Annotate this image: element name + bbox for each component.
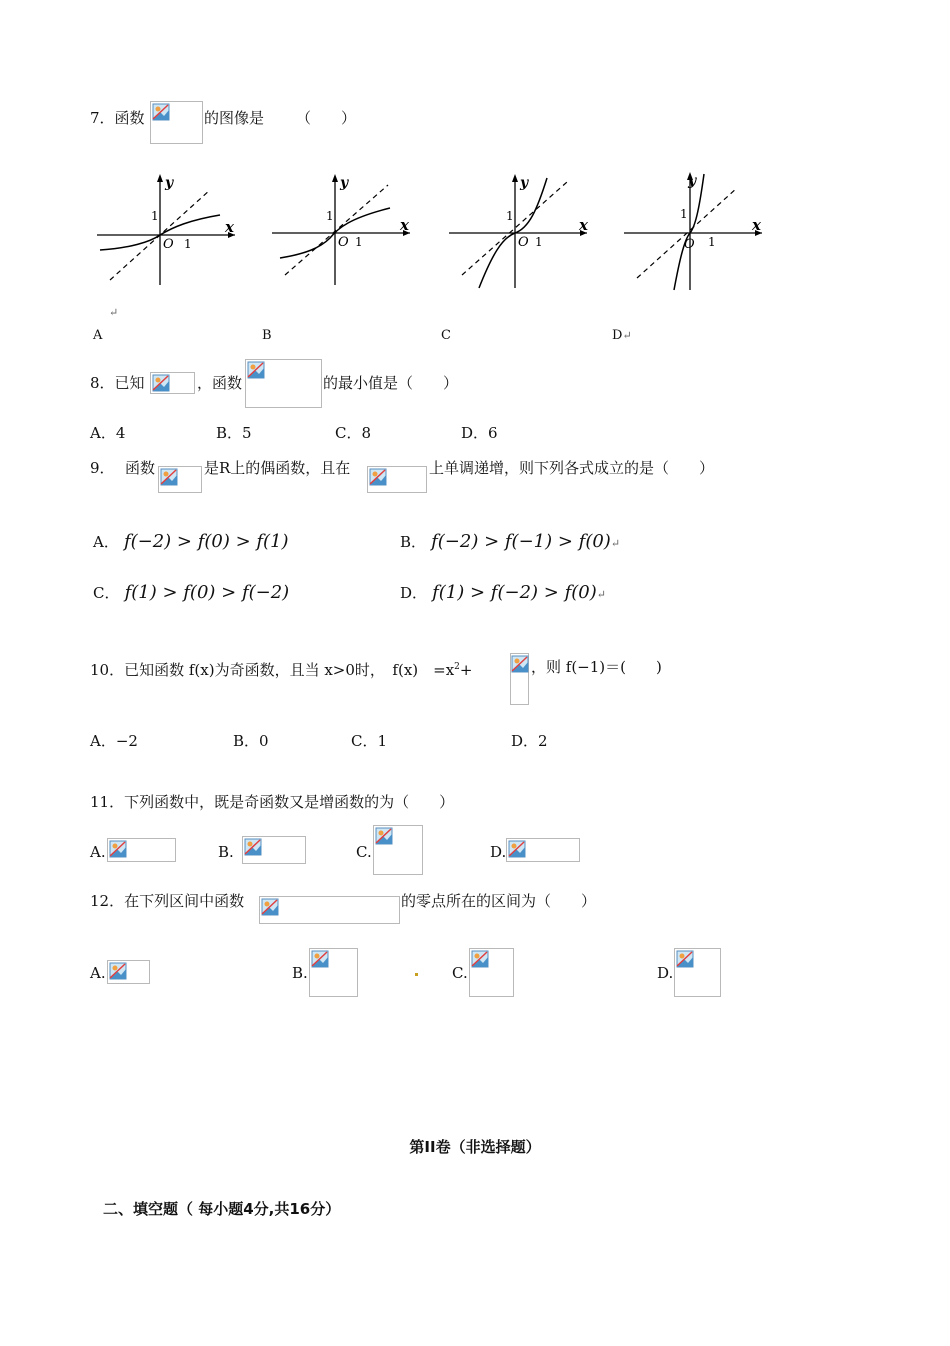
section-2-title: 第II卷（非选择题） — [409, 1138, 541, 1156]
q12-option-d-label: D. — [657, 964, 674, 982]
q10-option-c-label: C． — [351, 732, 378, 750]
q8-option-b — [216, 423, 252, 443]
q10-sup: 2 — [454, 662, 460, 672]
broken-image-icon — [470, 949, 490, 969]
q12-after-wrap — [401, 891, 596, 911]
q11-option-c-image — [373, 825, 423, 875]
q7-label-d-wrap — [612, 328, 632, 343]
q8-option-c-label: C． — [335, 424, 362, 442]
q7-b-x-label: x — [400, 216, 409, 234]
q10-plus: + — [459, 661, 473, 679]
q7-c-tick-y: 1 — [506, 209, 514, 223]
q9-option-d-label: D． — [400, 584, 428, 602]
q10-option-d-value: 2 — [538, 732, 548, 750]
q8-func-wrap — [197, 373, 242, 393]
q8-func: ，函数 — [197, 374, 243, 392]
q8-option-c-value: 8 — [361, 424, 372, 442]
q12-after: 的零点所在的区间为（ ） — [401, 892, 597, 910]
q9-mid: 是R上的偶函数，且在 — [204, 459, 351, 477]
q11-option-a-label: A. — [90, 843, 106, 861]
q9-mid-wrap — [204, 458, 350, 478]
q9-option-a-expr: f(−2) > f(0) > f(1) — [123, 531, 289, 552]
q7-d-tick-x: 1 — [708, 235, 716, 249]
q9-option-b-mark: ↵ — [610, 537, 621, 550]
q7-c-x-label: x — [579, 216, 588, 234]
q9-after-wrap — [429, 458, 714, 478]
q11-option-b-label: B. — [218, 843, 234, 861]
q9-interval-image — [367, 466, 427, 493]
q12-text-before: 在下列区间中函数 — [124, 892, 245, 910]
q12-function-image — [259, 896, 400, 924]
q9-option-b-label: B． — [400, 533, 427, 551]
q10-after-wrap — [531, 657, 662, 677]
q8-option-a — [90, 423, 125, 443]
q7-graph-b — [270, 170, 420, 290]
q8-after-wrap — [323, 373, 458, 393]
q8-number: 8． — [90, 374, 115, 392]
q11-option-c-label: C. — [356, 843, 372, 861]
q9-option-a — [93, 531, 289, 552]
q7-graph-c — [447, 170, 597, 295]
q8-option-d-label: D． — [461, 424, 489, 442]
q9-option-d-mark: ↵ — [596, 588, 606, 601]
broken-image-icon — [108, 839, 128, 859]
q10-option-d-label: D． — [511, 732, 539, 750]
q9-number-wrap — [90, 458, 115, 478]
q7-b-origin: O — [338, 235, 349, 250]
q10-option-a-label: A． — [90, 732, 116, 750]
q8-line — [90, 373, 145, 393]
q10-text-before: 已知函数 f(x)为奇函数，且当 x>0时， f(x) =x — [124, 661, 455, 679]
broken-image-icon — [374, 826, 394, 846]
q9-option-a-label: A． — [93, 533, 119, 551]
q11-number: 11． — [90, 793, 125, 811]
q7-graph-a — [95, 170, 245, 290]
q9-func: 函数 — [125, 459, 156, 477]
q7-b-tick-x: 1 — [355, 235, 363, 249]
q7-a-tick-y: 1 — [151, 209, 159, 223]
broken-image-icon — [675, 949, 695, 969]
q7-a-origin: O — [163, 237, 174, 252]
q8-after: 的最小值是（ ） — [323, 374, 459, 392]
q7-return-mark: ↵ — [109, 306, 119, 319]
q7-c-y-label: y — [520, 175, 529, 191]
q8-option-c — [335, 423, 371, 443]
q10-option-c-value: 1 — [377, 732, 388, 750]
q11-text: 下列函数中，既是奇函数又是增函数的为（ ） — [124, 793, 455, 811]
q7-a-tick-x: 1 — [184, 237, 192, 251]
q7-text-before: 函数 — [114, 109, 145, 127]
q10-option-b-value: 0 — [259, 732, 269, 750]
q12-option-a-label: A. — [90, 964, 106, 982]
q9-number: 9． — [90, 459, 115, 477]
q9-option-b — [400, 531, 620, 552]
q9-option-d — [400, 582, 606, 603]
q7-d-tick-y: 1 — [680, 207, 688, 221]
q8-option-d — [461, 423, 498, 443]
q9-option-d-expr: f(1) > f(−2) > f(0) — [432, 582, 597, 603]
q7-b-tick-y: 1 — [326, 209, 334, 223]
q12-option-a-image — [107, 960, 150, 984]
q8-option-b-value: 5 — [242, 424, 252, 442]
broken-image-icon — [243, 837, 263, 857]
broken-image-icon — [310, 949, 330, 969]
q11-line — [90, 792, 454, 812]
q7-formula-image — [150, 101, 203, 144]
q7-text-after: 的图像是 — [204, 109, 265, 127]
q7-paren: （ ） — [296, 109, 357, 127]
broken-image-icon — [368, 467, 388, 487]
q7-b-y-label: y — [340, 175, 349, 191]
q8-known: 已知 — [114, 374, 145, 392]
q10-option-d — [511, 731, 548, 751]
fill-in-title: 二、填空题（ 每小题4分,共16分） — [103, 1200, 341, 1218]
stray-dot — [415, 973, 418, 976]
q12-option-d-image — [674, 948, 721, 997]
broken-image-icon — [108, 961, 128, 981]
q8-option-a-value: 4 — [115, 424, 126, 442]
broken-image-icon — [246, 360, 266, 380]
q8-option-b-label: B． — [216, 424, 243, 442]
q9-option-c-expr: f(1) > f(0) > f(−2) — [124, 582, 290, 603]
q8-condition-image — [150, 372, 195, 394]
q11-option-a-image — [107, 838, 176, 862]
q7-label-a: A — [93, 328, 103, 343]
q8-option-a-label: A． — [90, 424, 116, 442]
broken-image-icon — [151, 373, 171, 393]
broken-image-icon — [260, 897, 280, 917]
q8-function-image — [245, 359, 322, 408]
q7-a-y-label: y — [165, 175, 174, 191]
q7-graph-d — [622, 168, 772, 296]
q11-option-d-label: D. — [490, 843, 507, 861]
q12-option-b-label: B. — [292, 964, 308, 982]
q10-after: ，则 f(−1)＝( ) — [531, 658, 662, 676]
q7-text-after-wrap — [204, 108, 264, 128]
q12-line — [90, 891, 244, 911]
q12-option-c-label: C. — [452, 964, 468, 982]
q12-option-c-image — [469, 948, 514, 997]
q9-after: 上单调递增，则下列各式成立的是（ ） — [429, 459, 715, 477]
q9-option-b-expr: f(−2) > f(−1) > f(0) — [431, 531, 611, 552]
q9-function-image — [158, 466, 202, 493]
q7-c-tick-x: 1 — [535, 235, 543, 249]
q11-option-d-image — [506, 838, 580, 862]
q7-c-origin: O — [518, 235, 529, 250]
q7-d-origin: O — [684, 237, 695, 252]
q9-func-wrap — [125, 458, 155, 478]
broken-image-icon — [159, 467, 179, 487]
q7-d-y-label: y — [688, 173, 697, 189]
q10-number: 10． — [90, 661, 125, 679]
q12-number: 12． — [90, 892, 125, 910]
q7-label-d: D — [612, 328, 623, 343]
broken-image-icon — [151, 102, 171, 122]
q7-d-x-label: x — [752, 216, 761, 234]
q7-a-x-label: x — [225, 218, 234, 236]
q8-option-d-value: 6 — [488, 424, 498, 442]
q12-option-b-image — [309, 948, 358, 997]
q7-label-d-mark: ↵ — [622, 329, 632, 342]
q7-number: 7． — [90, 109, 115, 127]
q10-option-a-value: −2 — [115, 732, 138, 750]
broken-image-icon — [511, 654, 531, 674]
q9-option-c — [93, 582, 289, 603]
q7-label-b: B — [262, 328, 272, 343]
broken-image-icon — [507, 839, 527, 859]
q10-term-image — [510, 653, 529, 705]
q7-label-c: C — [441, 328, 451, 343]
q11-option-b-image — [242, 836, 306, 864]
q7-line — [90, 108, 145, 128]
q10-option-b-label: B． — [233, 732, 260, 750]
q10-line — [90, 657, 472, 680]
q10-option-a — [90, 731, 138, 751]
q10-option-b — [233, 731, 269, 751]
q9-option-c-label: C． — [93, 584, 120, 602]
q10-option-c — [351, 731, 387, 751]
